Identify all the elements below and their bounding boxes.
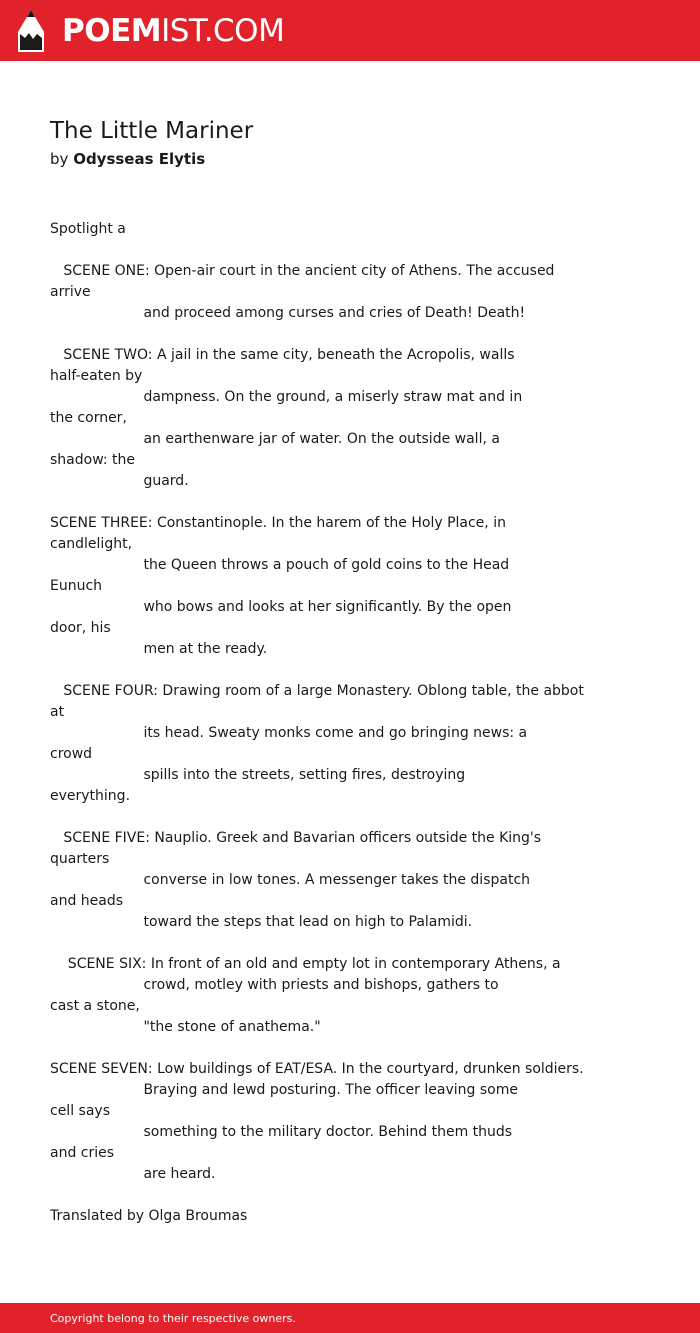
poem-line: spills into the streets, setting fires, destroying [50, 767, 466, 783]
site-logo-text[interactable] [62, 12, 284, 50]
brand-bold: POEM [62, 13, 162, 49]
poem-line: Spotlight a [50, 221, 126, 237]
poem-line: "the stone of anathema." [50, 1019, 321, 1035]
poem-title: The Little Mariner [50, 118, 254, 144]
poem-line: shadow: the [50, 452, 136, 468]
author-name: Odysseas Elytis [73, 150, 206, 168]
poem-line: SCENE SIX: In front of an old and empty lot in contemporary Athens, a [50, 956, 561, 972]
stanza-gap [50, 1185, 610, 1206]
poem-line: men at the ready. [50, 641, 268, 657]
poem-line: SCENE SEVEN: Low buildings of EAT/ESA. In the courtyard, drunken soldiers. [50, 1061, 584, 1077]
stanza-gap [50, 1038, 610, 1059]
poem-body [50, 219, 610, 1227]
poem-line: and heads [50, 893, 124, 909]
stanza-gap [50, 492, 610, 513]
poem-line: SCENE FOUR: Drawing room of a large Monastery. Oblong table, the abbot [50, 683, 584, 699]
poem-line: at [50, 704, 65, 720]
poem-line: SCENE TWO: A jail in the same city, beneath the Acropolis, walls [50, 347, 515, 363]
poem-line: who bows and looks at her significantly. By the open [50, 599, 512, 615]
poem-line: guard. [50, 473, 189, 489]
stanza-gap [50, 807, 610, 828]
poem-line: crowd, motley with priests and bishops, gathers to [50, 977, 499, 993]
poem-line: dampness. On the ground, a miserly straw mat and in [50, 389, 523, 405]
poem-line: an earthenware jar of water. On the outside wall, a [50, 431, 500, 447]
poem-line: and cries [50, 1145, 115, 1161]
by-label: by [50, 150, 69, 168]
poem-line: cell says [50, 1103, 110, 1119]
poem-line: are heard. [50, 1166, 216, 1182]
stanza-gap [50, 240, 610, 261]
poem-line: the corner, [50, 410, 127, 426]
poem-line: converse in low tones. A messenger takes the dispatch [50, 872, 531, 888]
poem-line: crowd [50, 746, 93, 762]
pencil-tip-icon[interactable] [16, 8, 46, 54]
poem-line: Eunuch [50, 578, 103, 594]
poem-line: half-eaten by [50, 368, 143, 384]
poem-line: Translated by Olga Broumas [50, 1208, 248, 1224]
poem-line: SCENE THREE: Constantinople. In the harem of the Holy Place, in [50, 515, 506, 531]
poem-line: SCENE ONE: Open-air court in the ancient city of Athens. The accused [50, 263, 555, 279]
stanza-gap [50, 660, 610, 681]
poem-line: door, his [50, 620, 111, 636]
poem-line: Braying and lewd posturing. The officer leaving some [50, 1082, 518, 1098]
stanza-gap [50, 324, 610, 345]
poem-line: quarters [50, 851, 110, 867]
poem-line: something to the military doctor. Behind them thuds [50, 1124, 513, 1140]
brand-light: IST.COM [161, 13, 285, 49]
poem-line: candlelight, [50, 536, 133, 552]
poem-line: arrive [50, 284, 91, 300]
poem-line: cast a stone, [50, 998, 140, 1014]
poem-line: toward the steps that lead on high to Palamidi. [50, 914, 473, 930]
stanza-gap [50, 933, 610, 954]
byline [50, 149, 205, 169]
copyright-notice: Copyright belong to their respective owners. [50, 1312, 296, 1325]
poem-line: and proceed among curses and cries of Death! Death! [50, 305, 526, 321]
poem-line: everything. [50, 788, 131, 804]
site-footer [0, 1303, 700, 1333]
poem-line: its head. Sweaty monks come and go bringing news: a [50, 725, 528, 741]
poem-line: SCENE FIVE: Nauplio. Greek and Bavarian officers outside the King's [50, 830, 542, 846]
poem-line: the Queen throws a pouch of gold coins to the Head [50, 557, 510, 573]
site-header [0, 0, 700, 61]
